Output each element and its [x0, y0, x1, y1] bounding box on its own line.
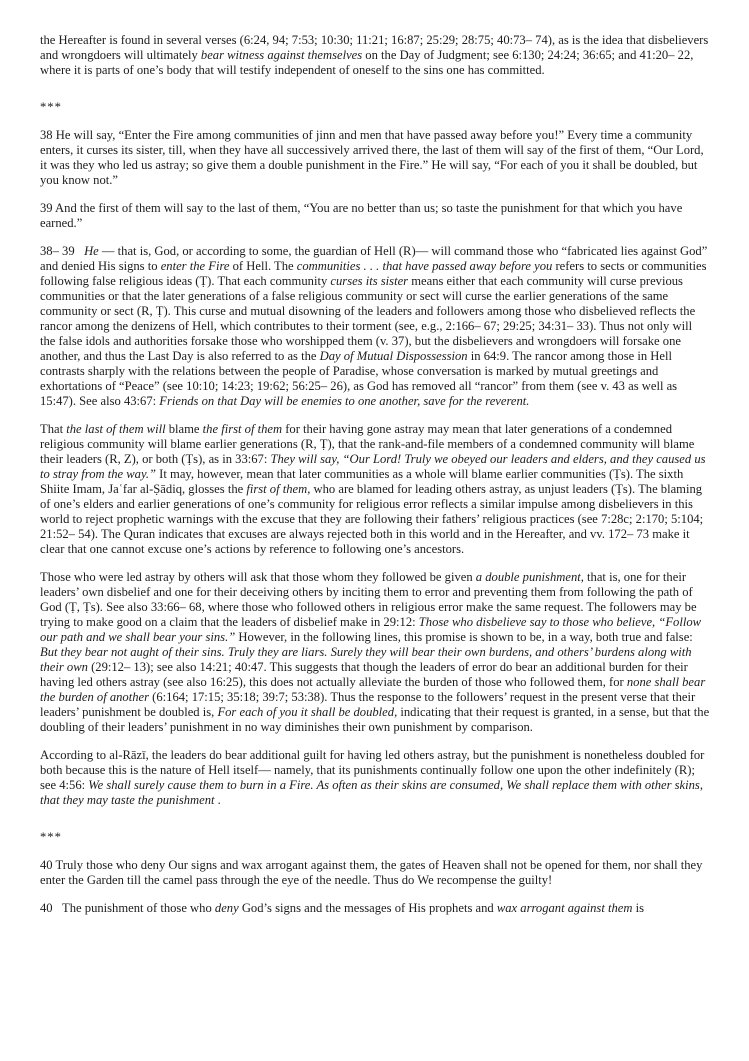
- commentary-38-39-paragraph-1: [40, 244, 710, 409]
- text-run: the Hereafter is found in several verses (6:24, 94; 7:53; 10:30; 11:21; 16:87; 25:29; 28:75; 40:73– 74), as is the idea that disbelievers and wrongdoers will ultimately: [40, 33, 709, 62]
- text-run: It may, however, mean that later communities as a whole will blame earlier communities (Ṭs). The sixth Shiite Imam, Jaʿfar al-Ṣādiq, glosses the: [40, 467, 684, 496]
- text-run-italic: communities . . . that have passed away before you: [296, 259, 553, 273]
- text-run-italic: enter the Fire: [160, 259, 230, 273]
- text-run-italic: curses its sister: [330, 274, 409, 288]
- text-run: indicating that their request is granted, in a sense, but that the doubling of their leaders’ punishment in no way diminishes their own punishment by comparison.: [40, 705, 710, 734]
- commentary-38-39-paragraph-3: [40, 570, 710, 735]
- text-run: .: [214, 793, 221, 807]
- text-run: Those who were led astray by others will ask that those whom they followed be given: [40, 570, 476, 584]
- text-run: for their having gone astray may mean that later generations of a condemned religious community will blame earlier generations (R, Ṭ), that the rank-and-file members of a condemned community will blame their leaders (R, Z), or both (Ṭs), as in 33:67:: [40, 422, 695, 466]
- text-run: 39 And the first of them will say to the last of them, “You are no better than us; so taste the punishment for that which you have earned.”: [40, 201, 683, 230]
- text-run: 40 The punishment of those who: [40, 901, 215, 915]
- text-run-italic: But they bear not aught of their sins. Truly they are liars. Surely they will bear their own burdens, and others’ burdens along with their own: [40, 645, 692, 674]
- verse-40-translation: [40, 858, 710, 888]
- text-run-italic: deny: [214, 901, 239, 915]
- commentary-38-39-paragraph-2: [40, 422, 710, 557]
- text-run-italic: For each of you it shall be doubled,: [217, 705, 398, 719]
- text-run: that is, one for their leaders’ own disbelief and one for their deceiving others by inciting them to error and preventing them from following the path of God (Ṭ, Ṭs). See also 33:66– 68, where those who followed others in religious error make the same request. The followers may be trying to make good on a claim that the leaders of disbelief make in 29:12:: [40, 570, 697, 629]
- text-run-italic: Friends on that Day will be enemies to one another, save for the reverent.: [159, 394, 530, 408]
- text-run: refers to sects or communities following false religious ideas (Ṭ). That each community: [40, 259, 707, 288]
- text-run-italic: We shall surely cause them to burn in a Fire. As often as their skins are consumed, We shall replace them with other skins, that they may taste the punishment: [40, 778, 703, 807]
- text-run-italic: a double punishment,: [475, 570, 584, 584]
- text-run: 38 He will say, “Enter the Fire among communities of jinn and men that have passed away before you!” Every time a community enters, it curses its sister, till, when they have all successively arrived there, the last of them will say of the first of them, “Our Lord, it was they who led us astray; so give them a double punishment in the Fire.” He will say, “For each of you it shall be doubled, but you know not.”: [40, 128, 704, 187]
- text-run-italic: He: [84, 244, 99, 258]
- section-separator: [40, 821, 710, 845]
- text-run: (6:164; 17:15; 35:18; 39:7; 53:38). Thus the response to the followers’ request in the present verse that their leaders’ punishment be doubled is,: [40, 690, 696, 719]
- text-run: However, in the following lines, this promise is shown to be, in a way, both true and false:: [235, 630, 693, 644]
- text-run: of Hell. The: [229, 259, 297, 273]
- text-run-italic: first of them,: [246, 482, 311, 496]
- verse-38-translation: [40, 128, 710, 188]
- text-run: According to al-Rāzī, the leaders do bear additional guilt for having led others astray, but the punishment is nonetheless doubled for both because this is the nature of Hell itself— namely, that its punishments continually follow one upon the other indefinitely (R); see 4:56:: [40, 748, 705, 792]
- text-run: blame: [165, 422, 203, 436]
- verse-39-translation: [40, 201, 710, 231]
- text-run: — that is, God, or according to some, the guardian of Hell (R)— will command those who “fabricated lies against God” and denied His signs to: [40, 244, 708, 273]
- text-run-italic: Those who disbelieve say to those who believe, “Follow our path and we shall bear your sins.”: [40, 615, 702, 644]
- commentary-40-paragraph-1: [40, 901, 710, 916]
- text-run: in 64:9. The rancor among those in Hell contrasts sharply with the relations between the people of Paradise, whose conversation is marked by mutual greetings and exhortations of “Peace” (see 10:10; 14:23; 19:62; 56:25– 26), as God has removed all “rancor” from them (see v. 43 as well as 15:47). See also 43:67:: [40, 349, 678, 408]
- text-run: ***: [40, 100, 62, 114]
- text-run: ***: [40, 830, 62, 844]
- text-run: That: [40, 422, 67, 436]
- text-run: 40 Truly those who deny Our signs and wax arrogant against them, the gates of Heaven shall not be opened for them, nor shall they enter the Garden till the camel pass through the eye of the needle. Thus do We recompense the guilty!: [40, 858, 703, 887]
- text-run-italic: none shall bear the burden of another: [40, 675, 706, 704]
- text-run: who are blamed for leading others astray, as unjust leaders (Ṭs). The blaming of one’s elders and earlier generations of one’s community for religious error reflects a similar impulse among disbelievers in this world to reject prophetic warnings with the excuse that they are following their fathers’ religious practices (see 7:28c; 2:170; 5:104; 21:52– 54). The Quran indicates that excuses are always rejected both in this world and in the Hereafter, and vv. 172– 73 make it clear that one cannot excuse one’s actions by reference to following one’s ancestors.: [40, 482, 704, 556]
- text-run-italic: They will say, “Our Lord! Truly we obeyed our leaders and elders, and they caused us to stray from the way.”: [40, 452, 706, 481]
- text-run-italic: wax arrogant against them: [496, 901, 633, 915]
- text-run: 38– 39: [40, 244, 85, 258]
- text-run: is: [632, 901, 645, 915]
- text-run: means either that each community will curse previous communities or that the later generations of a false religious community or sect will curse the earlier generations of the same community or sect (R, Ṭ). This curse and mutual disowning of the leaders and followers among those who disbelieved reflects the rancor among the denizens of Hell, which contributes to their torment (see, e.g., 2:166– 67; 29:25; 34:31– 33). Thus not only will the false idols and authorities forsake those who worshipped them (v. 37), but the disbelievers and wrongdoers will forsake one another, and thus the Last Day is also referred to as the: [40, 274, 696, 363]
- paragraph-hereafter-continuation: [40, 33, 710, 78]
- section-separator: [40, 91, 710, 115]
- commentary-38-39-paragraph-4: [40, 748, 710, 808]
- text-run: (29:12– 13); see also 14:21; 40:47. This suggests that though the leaders of error do bear an additional burden for their having led others astray (see also 16:25), this does not actually alleviate the burden of those who followed them, for: [40, 660, 688, 689]
- text-run-italic: the last of them will: [66, 422, 166, 436]
- text-run-italic: bear witness against themselves: [200, 48, 363, 62]
- text-run: on the Day of Judgment; see 6:130; 24:24; 36:65; and 41:20– 22, where it is parts of one’s body that will testify independent of oneself to the sins one has committed.: [40, 48, 694, 77]
- text-run-italic: Day of Mutual Dispossession: [319, 349, 468, 363]
- text-run: God’s signs and the messages of His prophets and: [238, 901, 497, 915]
- text-run-italic: the first of them: [202, 422, 283, 436]
